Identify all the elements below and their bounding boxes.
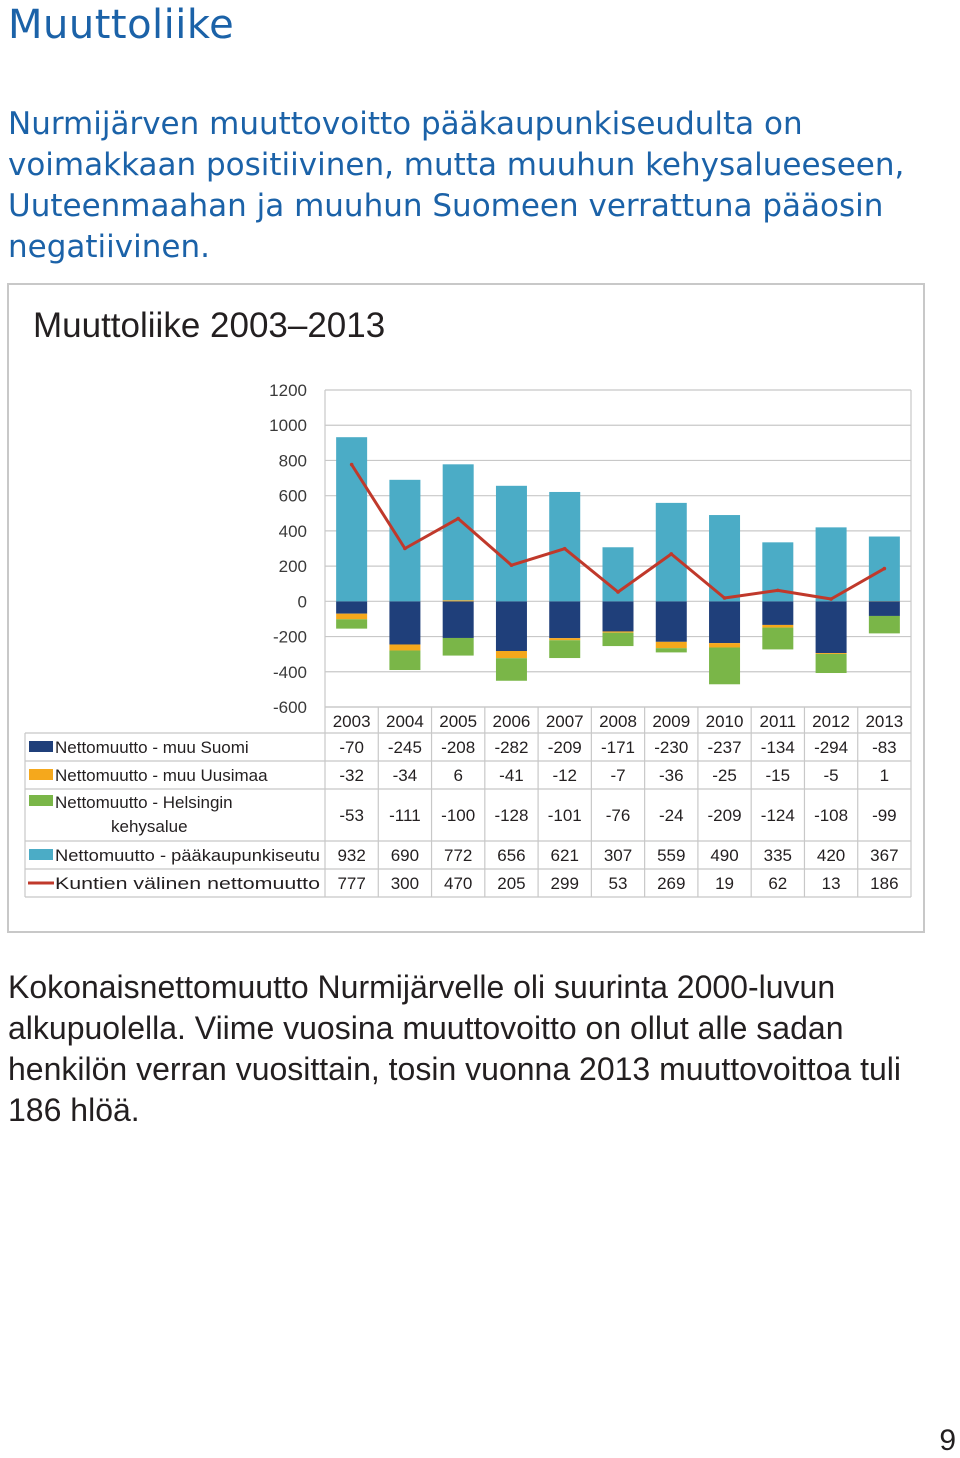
table-cell: 656 [497,846,526,865]
bar-segment [389,650,420,670]
x-tick-label: 2007 [545,712,584,731]
bar-segment [549,601,580,638]
table-cell: 777 [337,874,366,893]
table-cell: -111 [389,806,421,825]
table-cell: -134 [760,738,795,757]
legend-swatch [29,795,53,806]
bar-segment [443,601,474,638]
line-point [403,547,407,551]
line-point [616,590,620,594]
legend-label: Nettomuutto - Helsingin [55,793,233,812]
table-cell: 367 [870,846,899,865]
bars [336,437,900,684]
table-cell: 1 [879,766,890,785]
table-cell: -25 [712,766,737,785]
y-tick-label: 400 [278,521,307,541]
table-cell: 6 [453,766,463,785]
y-tick-label: -200 [272,627,307,647]
y-tick-label: 0 [297,592,307,612]
table-cell: -209 [547,738,582,757]
y-axis-ticks [269,381,307,717]
x-tick-label: 2005 [439,712,478,731]
bar-segment [389,601,420,644]
bar-segment [496,651,527,658]
table-cell: -282 [494,738,529,757]
y-tick-label: 800 [278,451,307,471]
table-cell: 470 [443,874,473,893]
bar-segment [336,601,367,613]
chart-title: Muuttoliike 2003–2013 [33,306,386,345]
bar-segment [762,625,793,628]
page-heading: Muuttoliike [8,2,235,48]
legend-label: Kuntien välinen nettomuutto [55,874,320,893]
bar-segment [656,648,687,652]
table-cell: 490 [710,846,739,865]
table-cell: -5 [823,766,839,785]
x-tick-label: 2010 [705,712,744,731]
table-cell: 299 [550,874,579,893]
bar-segment [603,631,634,632]
legend-swatch [29,849,53,860]
table-cell: -208 [441,738,476,757]
table-cell: -41 [499,766,524,785]
table-cell: -294 [814,738,849,757]
table-cell: -128 [494,806,529,825]
table-cell: -12 [552,766,578,785]
bar-segment [709,647,740,684]
table-cell: 621 [550,846,579,865]
bar-segment [603,601,634,631]
bar-segment [443,600,474,601]
outro-paragraph: Kokonaisnettomuutto Nurmijärvelle oli suurinta 2000-luvun alkupuolella. Viime vuosina muuttovoitto on ollut alle sadan henkilön verran vuosittain, tosin vuonna 2013 muuttovoittoa tuli 186 hlöä. [8,969,901,1128]
bar-segment [656,601,687,642]
table-cell: -99 [872,806,897,825]
bar-segment [496,486,527,602]
table-cell: -171 [600,738,636,757]
bar-segment [762,601,793,625]
table-cell: -245 [387,738,422,757]
table-cell: 13 [821,874,841,893]
table-cell: 690 [390,846,420,865]
line-point [669,552,673,556]
table-cell: -70 [339,738,364,757]
x-tick-label: 2013 [865,712,904,731]
bar-segment [549,638,580,640]
table-cell: -34 [392,766,418,785]
y-tick-label: 1200 [269,381,307,400]
bar-segment [816,654,847,673]
table-cell: 420 [816,846,846,865]
legend-label: kehysalue [111,817,188,836]
table-cell: -108 [814,806,849,825]
table-cell: -209 [707,806,742,825]
bar-segment [656,642,687,648]
line-point [723,596,727,600]
table-cell: -230 [654,738,689,757]
table-cell: -7 [610,766,626,785]
legend-swatch [29,769,53,780]
bar-segment [603,633,634,646]
bar-segment [389,644,420,650]
table-cell: 932 [337,846,366,865]
y-tick-label: -400 [272,662,307,682]
line-point [776,589,780,593]
y-tick-label: 1000 [269,416,307,436]
table-cell: -237 [707,738,742,757]
legend-label: Nettomuutto - muu Suomi [55,738,249,757]
line-point [829,597,833,601]
chart-frame [7,283,925,933]
page-number: 9 [939,1424,956,1457]
table-cell: 205 [497,874,526,893]
x-tick-label: 2011 [759,712,797,731]
line-point [456,517,460,521]
bar-segment [816,601,847,653]
x-tick-label: 2009 [652,712,691,731]
bar-segment [709,601,740,643]
migration-chart [9,285,923,931]
bar-segment [762,628,793,650]
bar-segment [816,653,847,654]
bar-segment [443,638,474,656]
table-cell: 19 [715,874,735,893]
bar-segment [496,601,527,651]
table-cell: -53 [339,806,364,825]
bar-segment [549,640,580,658]
bar-segment [389,480,420,602]
table-cell: -101 [547,806,582,825]
legend-label: Nettomuutto - pääkaupunkiseutu [55,846,320,865]
y-tick-label: -600 [272,698,307,717]
line-point [510,563,514,567]
bar-segment [656,503,687,601]
table-cell: -76 [605,806,631,825]
table-cell: 559 [657,846,686,865]
bar-segment [869,601,900,616]
table-cell: -24 [658,806,684,825]
y-tick-label: 200 [278,557,307,577]
table-cell: -32 [339,766,364,785]
bar-segment [443,464,474,600]
table-cell: -83 [872,738,897,757]
bar-segment [336,437,367,601]
table-cell: 772 [443,846,473,865]
line-point [563,547,567,551]
line-point [350,463,354,467]
bar-segment [336,614,367,620]
table-cell: 269 [657,874,686,893]
table-cell: 53 [608,874,628,893]
data-table [25,707,911,897]
bar-segment [496,658,527,681]
table-cell: 335 [763,846,793,865]
table-cell: 62 [768,874,788,893]
bar-segment [709,643,740,647]
table-cell: -100 [441,806,476,825]
x-tick-label: 2003 [332,712,371,731]
y-tick-label: 600 [278,486,307,506]
bar-segment [816,527,847,601]
table-cell: 307 [603,846,633,865]
line-point [883,567,887,571]
x-tick-label: 2008 [599,712,637,731]
x-tick-label: 2012 [812,712,851,731]
table-cell: 300 [390,874,420,893]
table-cell: 186 [870,874,899,893]
x-tick-label: 2004 [385,712,424,731]
legend-swatch [29,741,53,752]
table-cell: -124 [760,806,795,825]
bar-segment [336,619,367,628]
bar-segment [869,616,900,633]
intro-paragraph: Nurmijärven muuttovoitto pääkaupunkiseudulta on voimakkaan positiivinen, mutta muuhun kehysalueeseen, Uuteenmaahan ja muuhun Suomeen verrattuna pääosin negatiivinen. [8,106,905,265]
bar-segment [549,492,580,601]
x-tick-label: 2006 [492,712,531,731]
table-cell: -15 [765,766,791,785]
table-cell: -36 [658,766,684,785]
legend-label: Nettomuutto - muu Uusimaa [55,766,268,785]
